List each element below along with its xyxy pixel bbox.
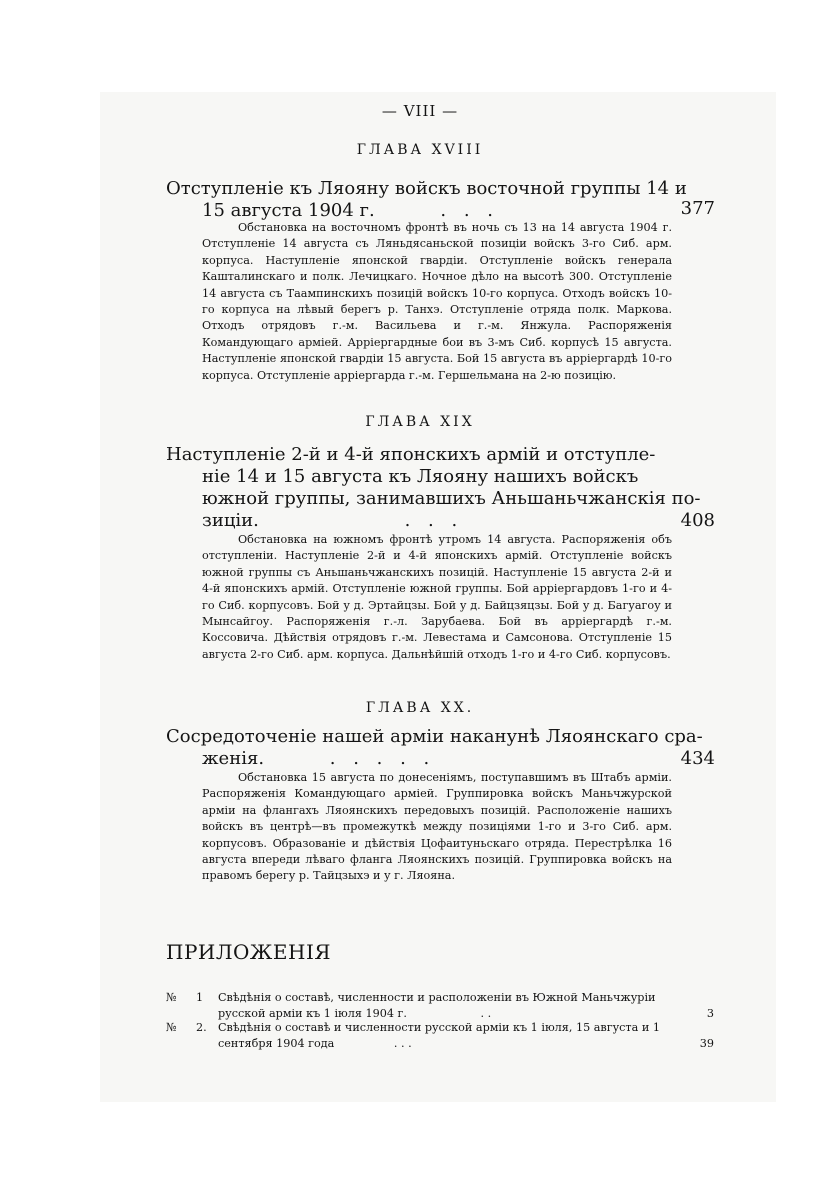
- dot-leader: . . .: [440, 200, 500, 221]
- appendix-item: [166, 990, 726, 1022]
- chapter-heading: ГЛАВА XVIII: [356, 142, 484, 158]
- chapter-heading: ГЛАВА XIX: [365, 414, 475, 430]
- chapter-summary: Обстановка на восточномъ фронтѣ въ ночь съ 13 на 14 августа 1904 г. Отступленіе 14 августа съ Ляньдясаньской позиціи войскъ 3-го Сиб. арм. корпуса. Наступленіе японской гвардіи. Отступленіе войскъ генерала Кашталинскаго и полк. Лечицкаго. Ночное дѣло на высотѣ 300. Отступленіе 14 августа съ Таампинскихъ позицій войскъ 10-го корпуса. Отходъ войскъ 10-го корпуса на лѣвый берегъ р. Танхэ. Отступленіе отряда полк. Маркова. Отходъ отрядовъ г.-м. Васильева и г.-м. Янжула. Распоряженія Командующаго арміей. Аррiергардные бои въ 3-мъ Сиб. корпусѣ 15 августа. Наступленіе японской гвардіи 15 августа. Бой 15 августа въ аррiергардѣ 10-го корпуса. Отступленіе аррiергарда г.-м. Гершельмана на 2-ю позицію.: [202, 221, 672, 382]
- chapter-title-text: женія.: [202, 748, 265, 769]
- page-number: 434: [680, 748, 715, 769]
- appendix-text: [218, 990, 684, 1022]
- chapter-summary: Обстановка 15 августа по донесеніямъ, поступавшимъ въ Штабъ арміи. Распоряженія Командующаго арміей. Группировка войскъ Маньчжурской арміи на флангахъ Ляоянскихъ передовыхъ позицій. Расположеніе нашихъ войскъ въ центрѣ—въ промежуткѣ между позиціями 1-го и 3-го Сиб. арм. корпусовъ. Образованіе и дѣйствія Цофаитуньскаго отряда. Перестрѣлка 16 августа впереди лѣваго фланга Ляоянскихъ позицій. Группировка войскъ на правомъ берегу р. Тайцзыхэ и у г. Ляояна.: [202, 771, 672, 883]
- appendix-item: [166, 1020, 726, 1052]
- chapter-summary: Обстановка на южномъ фронтѣ утромъ 14 августа. Распоряженія объ отступленіи. Наступленіе 2-й и 4-й японскихъ армій. Отступленіе войскъ южной группы съ Аньшаньчжанскихъ позицій. Наступленіе 15 августа 2-й и 4-й японскихъ армій. Отступленіе южной группы. Бой аррiергардовъ 1-го и 4-го Сиб. корпусовъ. Бой у д. Эртайцзы. Бой у д. Байцзяцзы. Бой у д. Багуагоу и Мынсайгоу. Распоряженія г.-л. Зарубаева. Бой въ аррiергардѣ г.-м. Коссовича. Дѣйствія отрядовъ г.-м. Левестама и Самсонова. Отступленіе 15 августа 2-го Сиб. арм. корпуса. Дальнѣйшій отходъ 1-го и 4-го Сиб. корпусовъ.: [202, 533, 672, 661]
- dot-leader: . . .: [393, 1037, 412, 1050]
- appendix-index: 2.: [196, 1021, 207, 1034]
- page-number: 408: [680, 510, 715, 531]
- appendix-title: Свѣдѣнія о составѣ и численности русской арміи къ 1 іюля, 15 августа и 1 сентября 1904 года: [218, 1021, 660, 1050]
- chapter-title-text: 15 августа 1904 г.: [202, 200, 375, 221]
- page-number: 377: [680, 198, 715, 219]
- chapter-title: [166, 178, 687, 222]
- chapter-title-line: Наступленіе 2-й и 4-й японскихъ армій и отступле-: [166, 444, 656, 465]
- dot-leader: . .: [480, 1007, 492, 1020]
- appendix-heading: ПРИЛОЖЕНІЯ: [166, 940, 331, 964]
- page-folio: — VIII —: [381, 102, 459, 120]
- appendix-page: 39: [699, 1037, 714, 1050]
- chapter-title-line: южной группы, занимавшихъ Аньшаньчжанскія по-: [202, 488, 701, 509]
- chapter-title-line: ніе 14 и 15 августа къ Ляояну нашихъ войскъ: [202, 466, 639, 487]
- appendix-number-sign: №: [166, 1021, 177, 1034]
- appendix-number-sign: №: [166, 991, 177, 1004]
- appendix-index: 1: [196, 991, 204, 1004]
- appendix-title: Свѣдѣнія о составѣ, численности и расположеніи въ Южной Маньчжуріи русской арміи къ 1 іюля 1904 г.: [218, 991, 656, 1020]
- chapter-title-line: [166, 510, 656, 532]
- chapter-title-text: зиціи.: [202, 510, 259, 531]
- chapter-heading: ГЛАВА XX.: [365, 700, 475, 716]
- dot-leader: . . . . .: [329, 748, 436, 769]
- chapter-title-line: Сосредоточеніе нашей арміи наканунѣ Ляоянскаго сра-: [166, 726, 703, 747]
- chapter-title-line: [166, 748, 656, 770]
- appendix-page: 3: [706, 1007, 714, 1020]
- chapter-title-line: Отступленіе къ Ляояну войскъ восточной группы 14 и: [166, 178, 687, 199]
- dot-leader: . . .: [404, 510, 464, 531]
- appendix-text: [218, 1020, 684, 1052]
- chapter-title-line: [166, 200, 656, 222]
